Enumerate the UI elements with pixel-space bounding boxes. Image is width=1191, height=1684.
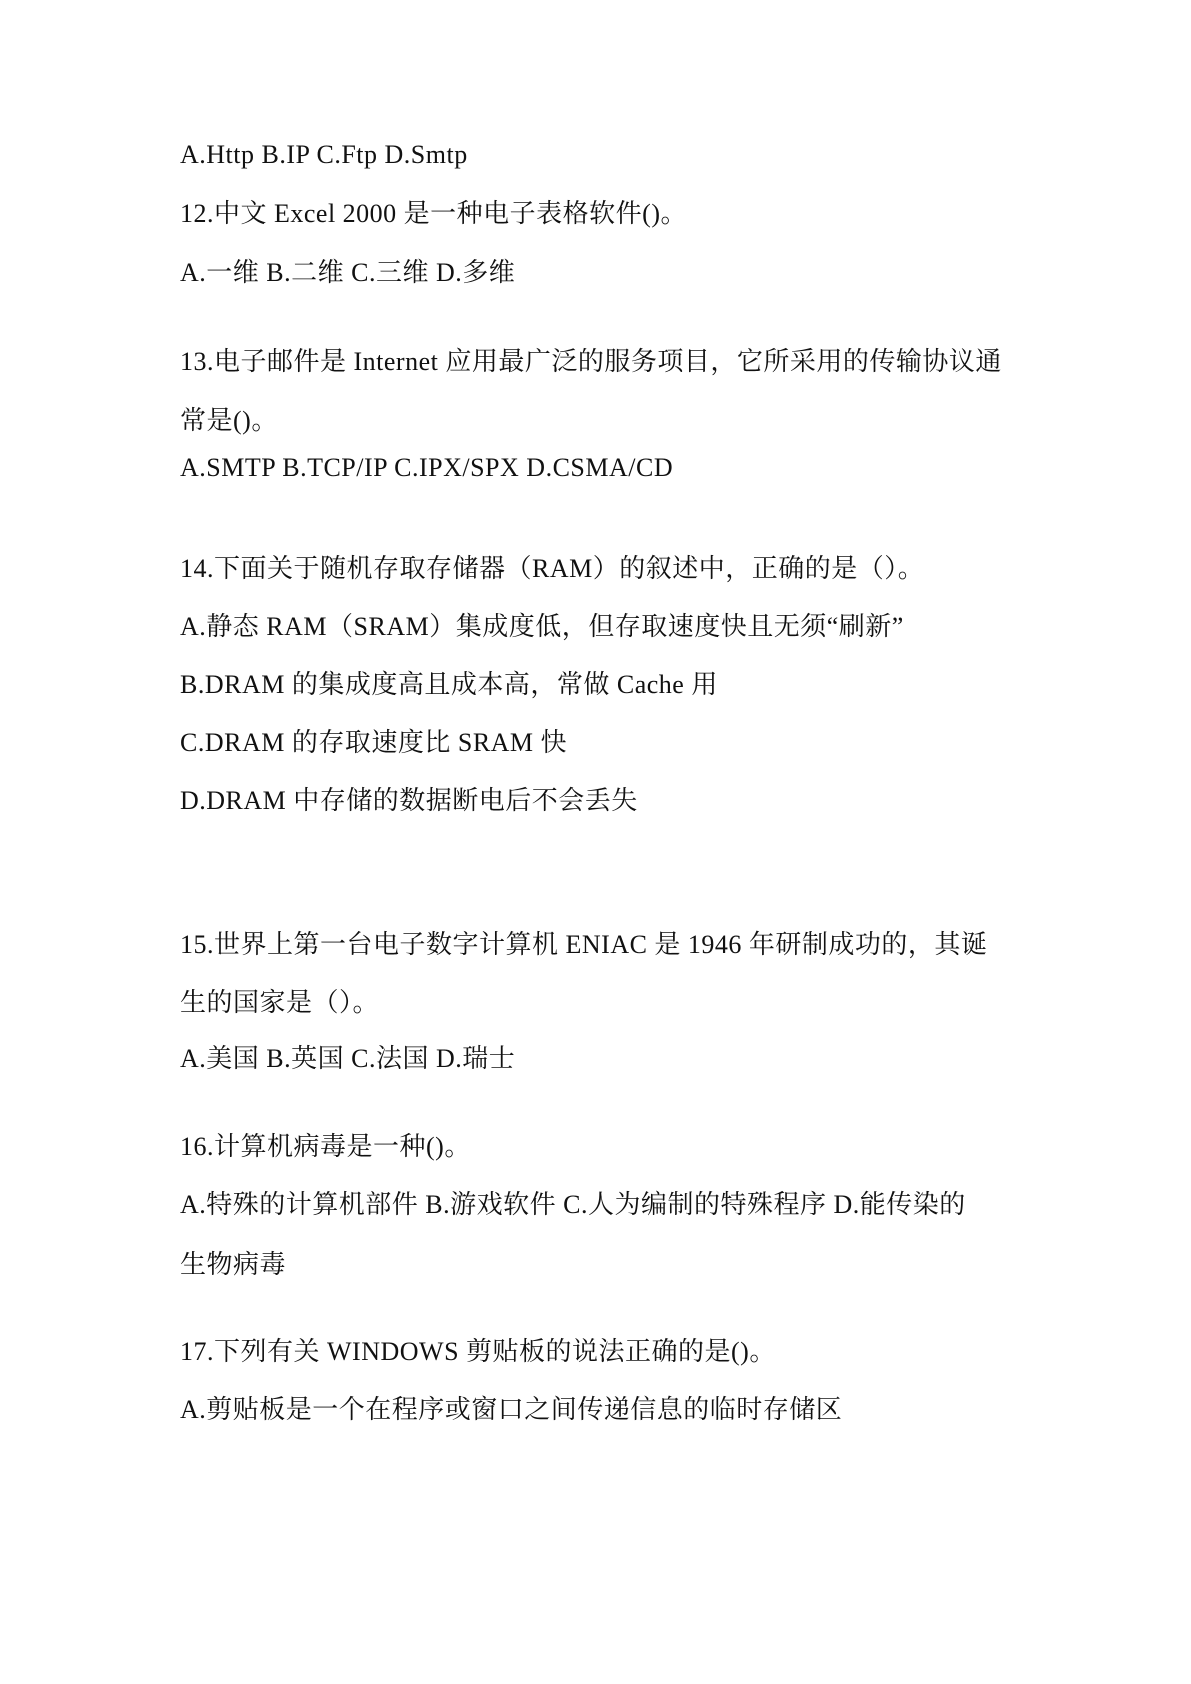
- q14-option-d: D.DRAM 中存储的数据断电后不会丢失: [180, 786, 638, 815]
- q12-question: 12.中文 Excel 2000 是一种电子表格软件()。: [180, 199, 688, 228]
- q13-question-line1: 13.电子邮件是 Internet 应用最广泛的服务项目，它所采用的传输协议通: [180, 347, 1002, 376]
- q16-question: 16.计算机病毒是一种()。: [180, 1132, 471, 1161]
- q17-option-a: A.剪贴板是一个在程序或窗口之间传递信息的临时存储区: [180, 1395, 843, 1424]
- q14-question: 14.下面关于随机存取存储器（RAM）的叙述中，正确的是（）。: [180, 554, 925, 583]
- q11-options: A.Http B.IP C.Ftp D.Smtp: [180, 140, 468, 169]
- q15-question-line2: 生的国家是（）。: [180, 988, 380, 1017]
- q13-options: A.SMTP B.TCP/IP C.IPX/SPX D.CSMA/CD: [180, 453, 674, 482]
- q17-question: 17.下列有关 WINDOWS 剪贴板的说法正确的是()。: [180, 1337, 776, 1366]
- q14-option-a: A.静态 RAM（SRAM）集成度低，但存取速度快且无须“刷新”: [180, 612, 904, 641]
- q16-options-line2: 生物病毒: [180, 1250, 287, 1279]
- q15-question-line1: 15.世界上第一台电子数字计算机 ENIAC 是 1946 年研制成功的，其诞: [180, 930, 988, 959]
- q16-options-line1: A.特殊的计算机部件 B.游戏软件 C.人为编制的特殊程序 D.能传染的: [180, 1190, 966, 1219]
- q13-question-line2: 常是()。: [180, 406, 278, 435]
- q15-options: A.美国 B.英国 C.法国 D.瑞士: [180, 1044, 516, 1073]
- q14-option-b: B.DRAM 的集成度高且成本高，常做 Cache 用: [180, 670, 718, 699]
- q14-option-c: C.DRAM 的存取速度比 SRAM 快: [180, 728, 568, 757]
- q12-options: A.一维 B.二维 C.三维 D.多维: [180, 258, 516, 287]
